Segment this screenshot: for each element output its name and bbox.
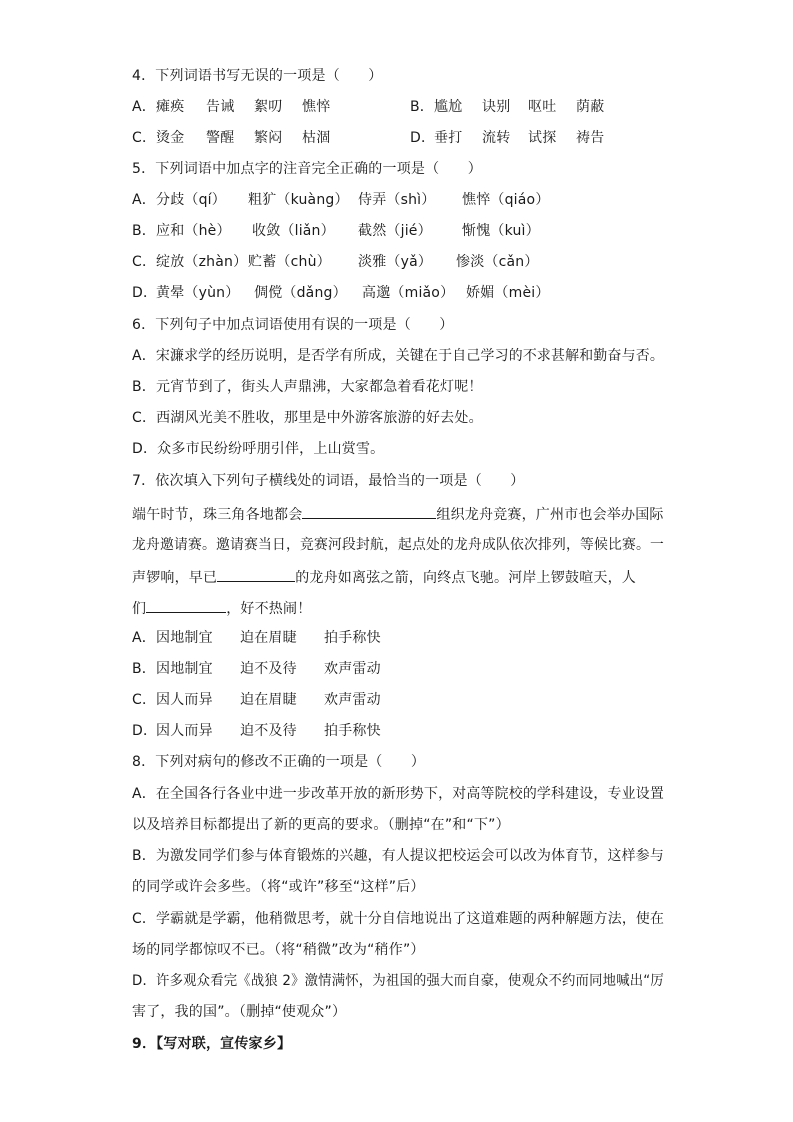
q7-option-d[interactable] xyxy=(132,721,381,741)
word: 祷告 xyxy=(576,130,605,146)
word: 警醒 xyxy=(206,130,235,146)
q7-passage-line-4 xyxy=(132,597,311,619)
passage-text: ，好不热闹！ xyxy=(226,601,312,617)
word: 告诫 xyxy=(206,99,235,115)
word: 垂打 xyxy=(434,130,463,146)
fill-blank-1[interactable] xyxy=(302,503,436,519)
option-label: A． xyxy=(132,192,156,208)
word: 绽放（zhàn） xyxy=(156,254,248,270)
option-label: C． xyxy=(132,254,157,270)
word: 截然（jié） xyxy=(358,223,432,239)
q8-option-d-line-2: 害了，我的国”。（删掉“使观众”） xyxy=(132,1004,347,1020)
passage-text: 声锣响，早已 xyxy=(132,570,218,586)
q6-option-d[interactable]: D．众多市民纷纷呼朋引伴，上山赏雪。 xyxy=(132,441,385,457)
q8-option-a-line-2: 以及培养目标都提出了新的更高的要求。（删掉“在”和“下”） xyxy=(132,817,510,833)
word: 贮蓄（chù） xyxy=(248,254,331,270)
word: 迫不及待 xyxy=(240,661,297,677)
fill-blank-3[interactable] xyxy=(146,597,226,613)
q4-stem: 4．下列词语书写无误的一项是（ ） xyxy=(132,68,383,84)
word: 惭愧（kuì） xyxy=(462,223,540,239)
word: 荫蔽 xyxy=(576,99,605,115)
q8-stem: 8．下列对病句的修改不正确的一项是（ ） xyxy=(132,754,426,770)
word: 娇媚（mèi） xyxy=(466,285,550,301)
word: 应和（hè） xyxy=(156,223,231,239)
option-label: B． xyxy=(410,99,435,115)
word: 流转 xyxy=(482,130,511,146)
word: 呕吐 xyxy=(528,99,557,115)
fill-blank-2[interactable] xyxy=(217,566,295,582)
q7-option-a[interactable] xyxy=(132,628,381,648)
passage-text: 组织龙舟竞赛，广州市也会举办国际 xyxy=(436,507,664,523)
option-label: B． xyxy=(132,223,157,239)
q8-option-d-line-1[interactable]: D．许多观众看完《战狼 2》激情满怀，为祖国的强大而自豪，使观众不约而同地喊出“厉 xyxy=(132,973,664,989)
passage-text: 端午时节，珠三角各地都会 xyxy=(132,507,303,523)
word: 憔悴（qiáo） xyxy=(462,192,550,208)
word: 因地制宜 xyxy=(156,630,213,646)
q7-passage-line-1 xyxy=(132,503,664,525)
word: 高邈（miǎo） xyxy=(362,285,455,301)
q8-option-c-line-2: 场的同学都惊叹不已。（将“稍微”改为“稍作”） xyxy=(132,942,425,958)
q7-passage-line-2: 龙舟邀请赛。邀请赛当日，竞赛河段封航，起点处的龙舟成队依次排列，等候比赛。一 xyxy=(132,537,665,553)
q4-option-a[interactable] xyxy=(132,97,331,117)
q4-option-d[interactable] xyxy=(410,128,605,148)
word: 倜傥（dǎng） xyxy=(254,285,347,301)
word: 因地制宜 xyxy=(156,661,213,677)
word: 侍弄（shì） xyxy=(358,192,436,208)
passage-text: 们 xyxy=(132,601,147,617)
word: 淡雅（yǎ） xyxy=(358,254,433,270)
passage-text: 的龙舟如离弦之箭，向终点飞驰。河岸上锣鼓喧天，人 xyxy=(295,570,637,586)
q8-option-c-line-1[interactable]: C．学霸就是学霸，他稍微思考，就十分自信地说出了这道难题的两种解题方法，使在 xyxy=(132,911,665,927)
word: 试探 xyxy=(528,130,557,146)
word: 迫在眉睫 xyxy=(240,692,297,708)
word: 尴尬 xyxy=(434,99,463,115)
q5-option-a[interactable] xyxy=(132,190,550,210)
word: 絮叨 xyxy=(254,99,283,115)
word: 因人而异 xyxy=(156,723,213,739)
q5-option-d[interactable] xyxy=(132,283,550,303)
option-label: B． xyxy=(132,661,157,677)
option-label: D． xyxy=(132,285,158,301)
q7-passage-line-3 xyxy=(132,566,636,588)
word: 因人而异 xyxy=(156,692,213,708)
option-label: C． xyxy=(132,130,157,146)
word: 迫在眉睫 xyxy=(240,630,297,646)
q8-option-a-line-1[interactable]: A．在全国各行各业中进一步改革开放的新形势下，对高等院校的学科建设，专业设置 xyxy=(132,786,664,802)
word: 诀别 xyxy=(482,99,511,115)
q6-option-b[interactable]: B．元宵节到了，街头人声鼎沸，大家都急着看花灯呢！ xyxy=(132,379,483,395)
option-label: C． xyxy=(132,692,157,708)
word: 分歧（qí） xyxy=(156,192,226,208)
q5-option-c[interactable] xyxy=(132,252,539,272)
q4-option-c[interactable] xyxy=(132,128,331,148)
word: 枯涸 xyxy=(302,130,331,146)
q6-stem: 6．下列句子中加点词语使用有误的一项是（ ） xyxy=(132,317,454,333)
word: 憔悴 xyxy=(302,99,331,115)
option-label: A． xyxy=(132,99,156,115)
q5-stem: 5．下列词语中加点字的注音完全正确的一项是（ ） xyxy=(132,161,482,177)
q5-option-b[interactable] xyxy=(132,221,540,241)
option-label: A． xyxy=(132,630,156,646)
q7-option-b[interactable] xyxy=(132,659,381,679)
word: 收敛（liǎn） xyxy=(252,223,335,239)
q8-option-b-line-2: 的同学或许会多些。（将“或许”移至“这样”后） xyxy=(132,879,425,895)
word: 迫不及待 xyxy=(240,723,297,739)
q7-option-c[interactable] xyxy=(132,690,381,710)
word: 繁闷 xyxy=(254,130,283,146)
word: 惨淡（cǎn） xyxy=(456,254,539,270)
q6-option-c[interactable]: C．西湖风光美不胜收，那里是中外游客旅游的好去处。 xyxy=(132,410,483,426)
word: 拍手称快 xyxy=(324,630,381,646)
word: 欢声雷动 xyxy=(324,661,381,677)
q9-stem: 9．【写对联，宣传家乡】 xyxy=(132,1036,292,1052)
word: 黄晕（yùn） xyxy=(156,285,240,301)
word: 瘫痪 xyxy=(156,99,185,115)
q8-option-b-line-1[interactable]: B．为激发同学们参与体育锻炼的兴趣，有人提议把校运会可以改为体育节，这样参与 xyxy=(132,848,664,864)
word: 粗犷（kuàng） xyxy=(248,192,349,208)
word: 欢声雷动 xyxy=(324,692,381,708)
q6-option-a[interactable]: A．宋濂求学的经历说明，是否学有所成，关键在于自己学习的不求甚解和勤奋与否。 xyxy=(132,348,664,364)
q4-option-b[interactable] xyxy=(410,97,605,117)
q7-stem: 7．依次填入下列句子横线处的词语，最恰当的一项是（ ） xyxy=(132,473,525,489)
option-label: D． xyxy=(132,723,158,739)
word: 拍手称快 xyxy=(324,723,381,739)
word: 烫金 xyxy=(156,130,185,146)
option-label: D． xyxy=(410,130,436,146)
